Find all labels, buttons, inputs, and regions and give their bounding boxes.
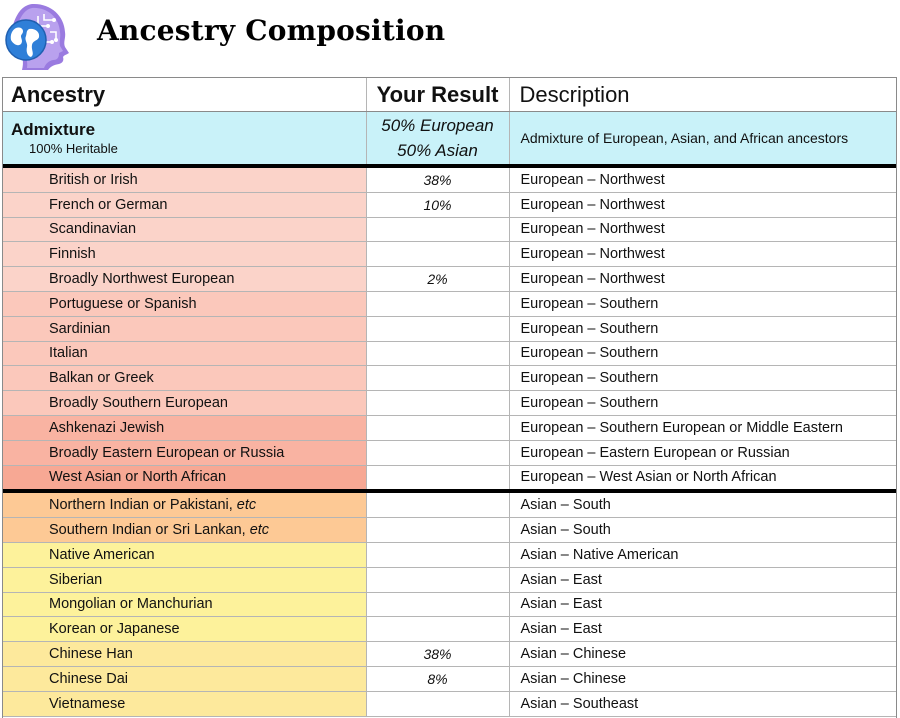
- ancestry-name-cell: [3, 267, 366, 292]
- ancestry-name: Ashkenazi Jewish: [49, 419, 165, 436]
- ancestry-name: Finnish: [49, 246, 96, 263]
- ancestry-name-etc: etc: [236, 497, 257, 514]
- ancestry-name: Broadly Southern European: [49, 395, 228, 412]
- ancestry-name: Southern Indian or Sri Lankan,: [49, 522, 250, 539]
- description-cell: Asian – Chinese: [509, 666, 896, 691]
- description-cell: European – Northwest: [509, 267, 896, 292]
- result-cell: [366, 242, 509, 267]
- ancestry-name: Korean or Japanese: [49, 621, 180, 638]
- result-cell: [366, 341, 509, 366]
- ancestry-name: Chinese Han: [49, 646, 133, 663]
- result-cell: [366, 291, 509, 316]
- ancestry-name-cell: [3, 642, 366, 667]
- table-row: [3, 217, 896, 242]
- ancestry-name: Broadly Northwest European: [49, 271, 235, 288]
- table-header-row: [3, 78, 896, 112]
- admixture-name: Admixture: [11, 120, 96, 139]
- table-row: [3, 542, 896, 567]
- ancestry-name: Native American: [49, 546, 155, 563]
- description-cell: European – Southern: [509, 316, 896, 341]
- result-cell: [366, 542, 509, 567]
- table-row: [3, 518, 896, 543]
- description-cell: Asian – East: [509, 592, 896, 617]
- ancestry-name-cell: [3, 166, 366, 192]
- description-cell: Asian – Chinese: [509, 642, 896, 667]
- ancestry-name: Sardinian: [49, 320, 111, 337]
- ancestry-name: French or German: [49, 196, 168, 213]
- globe-head-logo-icon: [2, 2, 72, 70]
- description-cell: European – Southern: [509, 341, 896, 366]
- ancestry-name-cell: [3, 465, 366, 491]
- table-row: [3, 242, 896, 267]
- result-cell: [366, 465, 509, 491]
- table-row: [3, 465, 896, 491]
- admixture-description: Admixture of European, Asian, and African ancestors: [509, 112, 896, 167]
- description-cell: European – Eastern European or Russian: [509, 440, 896, 465]
- ancestry-name-cell: [3, 192, 366, 217]
- ancestry-name-cell: [3, 415, 366, 440]
- ancestry-name-cell: [3, 391, 366, 416]
- table-row: [3, 415, 896, 440]
- ancestry-table-container: [2, 77, 897, 718]
- description-cell: European – Northwest: [509, 166, 896, 192]
- column-header-description: Description: [509, 78, 896, 112]
- column-header-result: Your Result: [366, 78, 509, 112]
- table-row: [3, 366, 896, 391]
- ancestry-table: [3, 78, 896, 717]
- ancestry-name-cell: [3, 592, 366, 617]
- result-cell: [366, 217, 509, 242]
- ancestry-name: Scandinavian: [49, 221, 137, 238]
- table-row: [3, 491, 896, 517]
- ancestry-name-cell: [3, 366, 366, 391]
- ancestry-name: Italian: [49, 345, 88, 362]
- description-cell: Asian – South: [509, 518, 896, 543]
- description-cell: Asian – Native American: [509, 542, 896, 567]
- page-header: [0, 0, 900, 76]
- result-cell: [366, 366, 509, 391]
- table-row: [3, 316, 896, 341]
- description-cell: European – Southern European or Middle Eastern: [509, 415, 896, 440]
- description-cell: European – Southern: [509, 391, 896, 416]
- ancestry-name-cell: [3, 440, 366, 465]
- ancestry-name-cell: [3, 666, 366, 691]
- ancestry-name-etc: etc: [249, 522, 270, 539]
- ancestry-name: Broadly Eastern European or Russia: [49, 444, 285, 461]
- result-cell: [366, 316, 509, 341]
- admixture-row: [3, 112, 896, 167]
- result-cell: 2%: [366, 267, 509, 292]
- ancestry-name: Balkan or Greek: [49, 370, 154, 387]
- table-row: [3, 341, 896, 366]
- table-row: [3, 267, 896, 292]
- ancestry-name: West Asian or North African: [49, 469, 227, 486]
- result-cell: [366, 491, 509, 517]
- description-cell: European – Northwest: [509, 242, 896, 267]
- description-cell: European – West Asian or North African: [509, 465, 896, 491]
- admixture-result-cell: [366, 112, 509, 167]
- description-cell: Asian – East: [509, 617, 896, 642]
- table-row: [3, 592, 896, 617]
- description-cell: European – Northwest: [509, 192, 896, 217]
- ancestry-name: British or Irish: [49, 171, 138, 188]
- ancestry-name-cell: [3, 217, 366, 242]
- result-cell: [366, 592, 509, 617]
- ancestry-name-cell: [3, 518, 366, 543]
- ancestry-name-cell: [3, 316, 366, 341]
- admixture-cell: [3, 112, 366, 167]
- table-row: [3, 567, 896, 592]
- ancestry-name: Siberian: [49, 571, 103, 588]
- ancestry-name-cell: [3, 341, 366, 366]
- admixture-heritable: 100% Heritable: [29, 141, 118, 156]
- result-cell: [366, 518, 509, 543]
- ancestry-name-cell: [3, 291, 366, 316]
- ancestry-name-cell: [3, 567, 366, 592]
- description-cell: Asian – Southeast: [509, 691, 896, 716]
- ancestry-name: Vietnamese: [49, 695, 126, 712]
- result-cell: 10%: [366, 192, 509, 217]
- result-cell: 38%: [366, 642, 509, 667]
- description-cell: Asian – East: [509, 567, 896, 592]
- table-row: [3, 291, 896, 316]
- admixture-result-european: 50% European: [381, 116, 494, 135]
- description-cell: European – Southern: [509, 291, 896, 316]
- result-cell: [366, 440, 509, 465]
- table-row: [3, 166, 896, 192]
- table-row: [3, 391, 896, 416]
- result-cell: 8%: [366, 666, 509, 691]
- table-row: [3, 691, 896, 716]
- table-row: [3, 642, 896, 667]
- ancestry-name: Northern Indian or Pakistani,: [49, 497, 237, 514]
- result-cell: [366, 567, 509, 592]
- result-cell: [366, 415, 509, 440]
- ancestry-name-cell: [3, 491, 366, 517]
- result-cell: 38%: [366, 166, 509, 192]
- table-row: [3, 192, 896, 217]
- ancestry-name: Mongolian or Manchurian: [49, 596, 213, 613]
- table-row: [3, 617, 896, 642]
- result-cell: [366, 391, 509, 416]
- document-title: Ancestry Composition: [97, 14, 446, 47]
- ancestry-name: Chinese Dai: [49, 670, 128, 687]
- description-cell: European – Southern: [509, 366, 896, 391]
- ancestry-name: Portuguese or Spanish: [49, 295, 197, 312]
- result-cell: [366, 617, 509, 642]
- ancestry-name-cell: [3, 617, 366, 642]
- ancestry-name-cell: [3, 542, 366, 567]
- description-cell: Asian – South: [509, 491, 896, 517]
- description-cell: European – Northwest: [509, 217, 896, 242]
- table-row: [3, 666, 896, 691]
- result-cell: [366, 691, 509, 716]
- table-row: [3, 440, 896, 465]
- admixture-result-asian: 50% Asian: [397, 141, 478, 160]
- ancestry-name-cell: [3, 242, 366, 267]
- column-header-ancestry: Ancestry: [3, 78, 366, 112]
- ancestry-name-cell: [3, 691, 366, 716]
